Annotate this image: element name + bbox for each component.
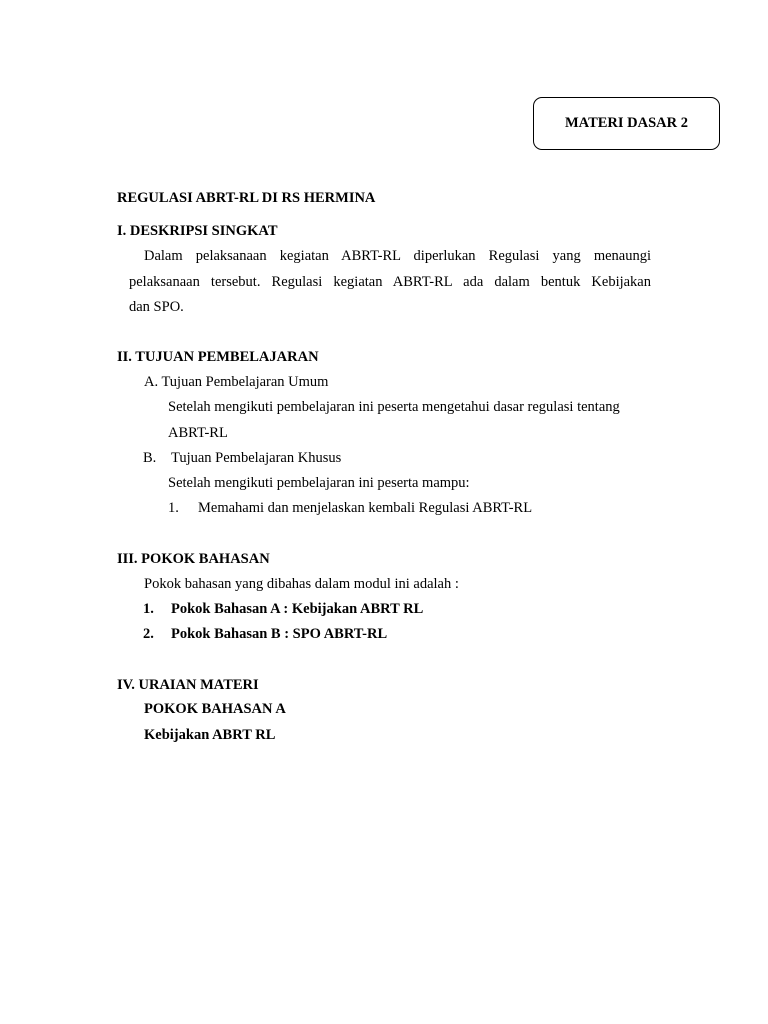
objective-b-item-number: 1. [168,500,179,516]
materi-dasar-label: MATERI DASAR 2 [565,115,688,131]
section-4-heading: IV. URAIAN MATERI [117,677,259,693]
objective-a-label: A. Tujuan Pembelajaran Umum [144,374,329,390]
topic-2-number: 2. [143,626,154,642]
section-3-intro: Pokok bahasan yang dibahas dalam modul ini adalah : [144,576,459,592]
topic-1-number: 1. [143,601,154,617]
section-1-paragraph-line-3: dan SPO. [129,299,184,315]
topic-1-text: Pokok Bahasan A : Kebijakan ABRT RL [171,601,424,617]
section-3-heading: III. POKOK BAHASAN [117,551,270,567]
section-1-heading: I. DESKRIPSI SINGKAT [117,223,278,239]
section-2-heading: II. TUJUAN PEMBELAJARAN [117,349,319,365]
section-1-paragraph-line-2: pelaksanaan tersebut. Regulasi kegiatan ABRT-RL ada dalam bentuk Kebijakan [129,274,651,290]
objective-b-label: Tujuan Pembelajaran Khusus [171,450,342,466]
document-title: REGULASI ABRT-RL DI RS HERMINA [117,190,376,206]
objective-b-marker: B. [143,450,157,466]
section-4-subheading: POKOK BAHASAN A [144,701,286,717]
objective-a-text-line-2: ABRT-RL [168,425,228,441]
objective-b-item-text: Memahami dan menjelaskan kembali Regulasi ABRT-RL [198,500,533,516]
objective-a-text-line-1: Setelah mengikuti pembelajaran ini peserta mengetahui dasar regulasi tentang [168,399,620,415]
materi-dasar-box [533,97,720,150]
objective-b-text: Setelah mengikuti pembelajaran ini peserta mampu: [168,475,470,491]
section-1-paragraph-line-1: Dalam pelaksanaan kegiatan ABRT-RL diperlukan Regulasi yang menaungi [144,248,651,264]
section-4-subtitle: Kebijakan ABRT RL [144,727,276,743]
topic-2-text: Pokok Bahasan B : SPO ABRT-RL [171,626,388,642]
